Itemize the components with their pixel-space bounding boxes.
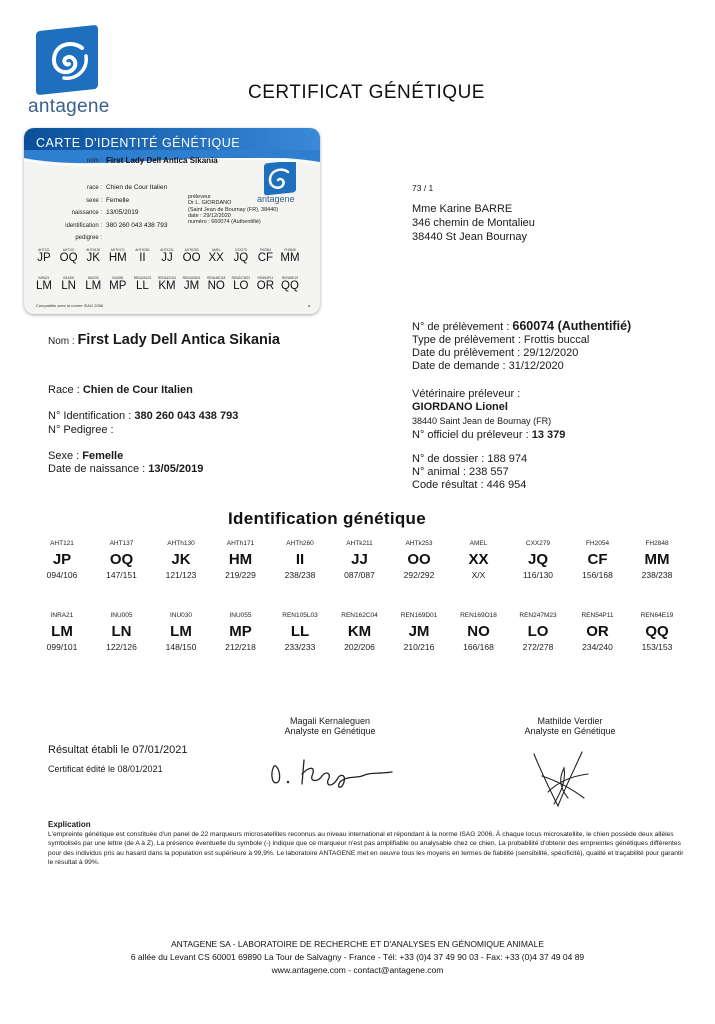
- marker-name: AHT121: [50, 540, 74, 547]
- card-marker-name: INU005: [63, 276, 74, 280]
- card-marker-name: INU030: [87, 276, 99, 280]
- sample-number-value: 660074 (Authentifié): [512, 319, 632, 333]
- marker-cell: [332, 540, 388, 580]
- marker-name: AMEL: [469, 540, 488, 547]
- explanation-text: L'empreinte génétique est constituée d'un panel de 22 marqueurs microsatellites reconnus au niveau international et répondant à la norme ISAG 2006. À chaque locus microsatellite, le chien possède deux allèles symbolisés par une lettre (de A à Z). La présence éventuelle du symbole (-) indique que ce marqueur n'est pas amplifiable ou analysable chez ce chien. La probabilité d'obtenir des empreintes génétiques différentes pour des individus pris au hasard dans la population est supérieure à 99,9%. Le laboratoire ANTAGENE met en oeuvre tous les moyens en termes de fiabilité (sensibilité, spécificité), qualité et traçabilité pour garantir le résultat à 99%.: [48, 831, 684, 867]
- card-marker-name: AHT137: [62, 248, 75, 252]
- logo-text: antagene: [28, 96, 110, 117]
- marker-alleles: 233/233: [284, 642, 316, 652]
- marker-name: AHTh260: [286, 540, 314, 547]
- marker-alleles: 210/216: [403, 642, 435, 652]
- marker-code: LL: [290, 623, 310, 640]
- marker-code: MP: [229, 623, 252, 640]
- card-value-nom: First Lady Dell Antica Sikania: [106, 156, 218, 165]
- marker-name: AHT137: [109, 540, 134, 547]
- marker-name: INU055: [229, 612, 252, 619]
- marker-code: XX: [468, 551, 489, 568]
- request-date: Date de demande : 31/12/2020: [412, 360, 564, 372]
- marker-cell: [510, 540, 566, 580]
- card-value-race: Chien de Cour Italien: [106, 184, 168, 191]
- card-footer-mark: a: [308, 303, 311, 308]
- marker-cell: [34, 540, 90, 580]
- marker-alleles: 099/101: [46, 642, 78, 652]
- footer-address: 6 allée du Levant CS 60001 69890 La Tour de Salvagny - France - Tél: +33 (0)4 37 49 90 03 - Fax: +33 (0)4 37 49 04 89: [130, 952, 585, 962]
- card-marker-name: FH2054: [259, 248, 272, 252]
- card-marker-code: LN: [61, 280, 76, 292]
- card-label-nom: nom :: [86, 158, 102, 164]
- marker-name: AHTk211: [346, 540, 373, 547]
- card-marker-code: JP: [37, 252, 51, 264]
- card-marker-code: XX: [208, 252, 224, 264]
- certificate-edited-date: Certificat édité le 08/01/2021: [48, 764, 163, 774]
- card-marker-code: LO: [233, 280, 249, 292]
- card-marker-code: LM: [36, 280, 52, 292]
- card-marker-code: NO: [207, 280, 225, 292]
- marker-alleles: 234/240: [582, 642, 613, 652]
- card-logo-text: antagene: [257, 194, 295, 204]
- card-marker-code: MM: [280, 252, 300, 264]
- marker-code: JJ: [351, 551, 368, 568]
- marker-cell: [570, 540, 626, 580]
- card-marker-name: CXX279: [234, 248, 247, 252]
- marker-cell: [153, 540, 209, 580]
- vet-address: 38440 Saint Jean de Bournay (FR): [412, 416, 552, 426]
- card-marker-name: FH2848: [284, 248, 296, 252]
- marker-cell: [451, 612, 507, 652]
- card-marker-name: REN162C04: [158, 276, 176, 280]
- marker-cell: [391, 540, 447, 580]
- card-label-sexe: sexe :: [85, 198, 102, 204]
- marker-alleles: 272/278: [522, 642, 554, 652]
- sample-number: N° de prélèvement : 660074 (Authentifié): [412, 319, 632, 333]
- card-value-identification: 380 260 043 438 793: [106, 222, 168, 229]
- marker-cell: [34, 612, 90, 652]
- sample-type: Type de prélèvement : Frottis buccal: [412, 334, 590, 346]
- marker-code: LM: [51, 623, 73, 640]
- marker-cell: [570, 612, 626, 652]
- marker-alleles: 202/206: [344, 642, 375, 652]
- card-marker-code: HM: [108, 252, 127, 264]
- marker-alleles: 121/123: [165, 570, 197, 580]
- signer-right-role: Analyste en Génétique: [524, 726, 616, 736]
- vet-official-number: N° officiel du préleveur : 13 379: [412, 429, 566, 441]
- vet-title: Vétérinaire préleveur :: [412, 388, 521, 400]
- marker-name: REN169D01: [400, 612, 438, 619]
- marker-code: NO: [467, 623, 490, 640]
- marker-name: AHTk253: [405, 540, 433, 547]
- card-marker-name: AHT121: [38, 248, 50, 252]
- marker-code: LO: [527, 623, 549, 640]
- card-marker-name: REN247M23: [231, 276, 250, 280]
- marker-alleles: 094/106: [46, 570, 78, 580]
- animal-name-value: First Lady Dell Antica Sikania: [77, 332, 280, 348]
- marker-code: JM: [408, 623, 430, 640]
- marker-cell: [213, 540, 269, 580]
- marker-code: LN: [111, 623, 132, 640]
- marker-alleles: 087/087: [344, 570, 375, 580]
- explanation-title: Explication: [48, 820, 91, 829]
- marker-code: CF: [587, 551, 608, 568]
- marker-name: REN64E19: [640, 612, 674, 619]
- marker-cell: [272, 540, 328, 580]
- card-value-naissance: 13/05/2019: [106, 209, 139, 216]
- card-marker-code: LM: [85, 280, 102, 292]
- vet-name: GIORDANO Lionel: [412, 401, 508, 413]
- card-marker-name: INU055: [112, 276, 124, 280]
- marker-alleles: 153/153: [641, 642, 673, 652]
- genetics-row-1: [34, 540, 684, 600]
- card-value-sexe: Femelle: [106, 197, 130, 204]
- handwritten-signature-right: [528, 746, 596, 812]
- card-marker-code: KM: [158, 280, 176, 292]
- marker-code: JP: [52, 551, 72, 568]
- marker-name: FH2054: [585, 540, 610, 547]
- animal-name: Nom : First Lady Dell Antica Sikania: [48, 332, 280, 348]
- marker-alleles: 238/238: [284, 570, 316, 580]
- marker-alleles: 122/126: [106, 642, 137, 652]
- marker-code: OO: [407, 551, 431, 568]
- card-footer-note: Compatible avec la norme ISAG 2006: [36, 303, 104, 308]
- marker-code: KM: [347, 623, 372, 640]
- document-title: CERTIFICAT GÉNÉTIQUE: [248, 82, 485, 103]
- marker-name: REN162C04: [341, 612, 378, 619]
- card-marker-code: JJ: [161, 252, 173, 264]
- card-marker-name: AMEL: [211, 248, 221, 252]
- marker-code: OR: [586, 623, 609, 640]
- card-title: CARTE D'IDENTITÉ GÉNÉTIQUE: [36, 136, 241, 150]
- marker-name: CXX279: [525, 540, 551, 547]
- marker-alleles: 212/218: [225, 642, 256, 652]
- card-marker-code: II: [139, 252, 146, 264]
- animal-race: Race : Chien de Cour Italien: [48, 384, 193, 396]
- marker-name: FH2848: [645, 540, 669, 547]
- marker-alleles: 238/238: [641, 570, 673, 580]
- recipient-street: 346 chemin de Montalieu: [412, 217, 535, 229]
- marker-cell: [153, 612, 209, 652]
- marker-code: QQ: [645, 623, 669, 640]
- card-label-identification: identification :: [65, 223, 102, 229]
- card-marker-name: AHTH260: [135, 248, 150, 252]
- marker-cell: [94, 540, 150, 580]
- marker-name: INU005: [110, 612, 133, 619]
- signer-right-name: Mathilde Verdier: [537, 716, 603, 726]
- marker-code: II: [295, 551, 305, 568]
- marker-code: JK: [171, 551, 191, 568]
- card-marker-code: JM: [183, 280, 200, 292]
- signer-left-role: Analyste en Génétique: [284, 726, 376, 736]
- marker-alleles: 219/229: [225, 570, 256, 580]
- marker-alleles: 166/168: [463, 642, 494, 652]
- marker-alleles: 292/292: [403, 570, 435, 580]
- card-label-race: race :: [86, 185, 102, 191]
- recipient-ref: 73 / 1: [412, 183, 434, 193]
- card-marker-name: REN64E19: [282, 276, 298, 280]
- card-marker-code: OR: [256, 280, 275, 292]
- marker-cell: [272, 612, 328, 652]
- card-marker-code: OQ: [59, 252, 78, 264]
- antagene-logo: [28, 24, 118, 117]
- card-marker-name: AHTK253: [184, 248, 199, 252]
- card-marker-name: AHTH130: [86, 248, 101, 252]
- marker-name: REN247M23: [519, 612, 557, 619]
- marker-name: REN169O18: [460, 612, 497, 619]
- marker-alleles: 147/151: [106, 570, 137, 580]
- card-marker-code: QQ: [281, 280, 299, 292]
- card-marker-code: MP: [109, 280, 127, 292]
- animal-birth-date: Date de naissance : 13/05/2019: [48, 463, 204, 475]
- card-label-pedigree: pedigree :: [75, 235, 102, 241]
- animal-sex: Sexe : Femelle: [48, 450, 124, 462]
- marker-cell: [451, 540, 507, 580]
- recipient-name: Mme Karine BARRE: [412, 203, 513, 215]
- marker-cell: [629, 612, 685, 652]
- signature-right: [480, 716, 660, 736]
- marker-name: INU030: [169, 612, 193, 619]
- signature-left: [240, 716, 420, 736]
- card-label-naissance: naissance :: [71, 210, 102, 216]
- footer-contact: www.antagene.com - contact@antagene.com: [271, 965, 444, 975]
- marker-cell: [94, 612, 150, 652]
- marker-cell: [391, 612, 447, 652]
- genetics-row-2: [34, 612, 684, 672]
- marker-cell: [629, 540, 685, 580]
- animal-pedigree: N° Pedigree :: [48, 424, 114, 436]
- marker-alleles: 148/150: [165, 642, 197, 652]
- card-marker-code: OO: [182, 252, 201, 264]
- animal-identification: N° Identification : 380 260 043 438 793: [48, 410, 239, 422]
- card-marker-name: AHTK211: [160, 248, 174, 252]
- card-marker-code: LL: [135, 280, 149, 292]
- animal-number: N° animal : 238 557: [412, 466, 509, 478]
- marker-code: HM: [228, 551, 253, 568]
- result-code: Code résultat : 446 954: [412, 479, 527, 491]
- result-established-date: Résultat établi le 07/01/2021: [48, 744, 188, 756]
- card-preleveur: préleveur Dr L. GIORDANO (Saint Jean de Bournay (FR), 38440) date : 29/12/2020 numéro : 660074 (Authentifié): [188, 194, 279, 226]
- marker-alleles: 116/130: [522, 570, 554, 580]
- marker-name: INRA21: [50, 612, 74, 619]
- marker-alleles: X/X: [471, 570, 486, 580]
- card-marker-name: REN105L03: [133, 276, 152, 280]
- logo-swirl-icon: [42, 34, 94, 86]
- recipient-city: 38440 St Jean Bournay: [412, 231, 527, 243]
- marker-cell: [332, 612, 388, 652]
- marker-alleles: 156/168: [582, 570, 613, 580]
- signer-left-name: Magali Kernaleguen: [289, 716, 371, 726]
- marker-name: REN54P11: [581, 612, 614, 619]
- card-marker-name: AHTH171: [110, 248, 125, 252]
- marker-cell: [510, 612, 566, 652]
- footer-company: ANTAGENE SA - LABORATOIRE DE RECHERCHE ET D'ANALYSES EN GÉNOMIQUE ANIMALE: [170, 939, 545, 949]
- card-marker-name: REN54P11: [257, 276, 274, 280]
- dossier-number: N° de dossier : 188 974: [412, 453, 528, 465]
- marker-code: LM: [170, 623, 192, 640]
- genetics-title: Identification génétique: [228, 509, 426, 528]
- marker-cell: [213, 612, 269, 652]
- handwritten-signature-left: [266, 752, 398, 792]
- identity-card: [24, 128, 320, 314]
- card-marker-code: CF: [257, 252, 274, 264]
- sample-date: Date du prélèvement : 29/12/2020: [412, 347, 579, 359]
- card-marker-name: REN169O18: [207, 276, 226, 280]
- marker-code: MM: [644, 551, 670, 568]
- marker-code: OQ: [109, 551, 134, 568]
- marker-name: REN105L03: [282, 612, 318, 619]
- card-marker-name: REN169D01: [182, 276, 201, 280]
- card-marker-code: JQ: [233, 252, 249, 264]
- marker-name: AHTh130: [167, 540, 195, 547]
- card-marker-code: JK: [86, 252, 100, 264]
- card-marker-name: INRA21: [38, 276, 50, 280]
- marker-code: JQ: [527, 551, 548, 568]
- marker-name: AHTh171: [226, 540, 255, 547]
